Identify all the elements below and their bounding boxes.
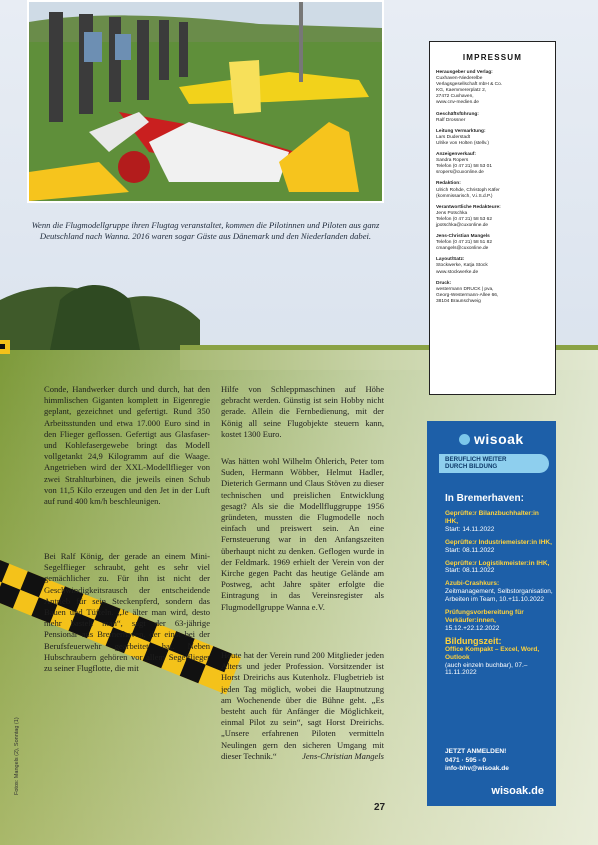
ad-phone[interactable]: 0471 · 595 - 0	[445, 756, 487, 764]
impressum-section-heading: Verantwortliche Redakteure:	[436, 204, 501, 210]
ad-course-item	[445, 510, 553, 534]
ad-url-link[interactable]: wisoak.de	[491, 785, 544, 797]
impressum-section	[436, 112, 549, 124]
impressum-section-heading: Geschäftsführung:	[436, 111, 479, 117]
ad-course-item	[445, 560, 553, 576]
ad-course-title: Azubi-Crashkurs:	[445, 580, 500, 588]
author-signature: Jens-Christian Mangels	[302, 750, 384, 761]
impressum-line: www.stockwerke.de	[436, 269, 479, 275]
ad-email[interactable]: info-bhv@wisoak.de	[445, 765, 509, 772]
article-col1-para2: Bei Ralf König, der gerade an einem Mini-Segelflieger schraubt, geht es sehr viel gemächlicher zu. Für ihn ist nicht der Geschwindigkeitsrausch der entscheidende Antrieb für sein Steckenpferd, sondern das Bauen und Tüfteln. „Je älter man wird, desto mehr bastelt man“, sagt der 63-jährige Pensionär aus Bremerhaven, der einst bei der Berufsfeuerwehr gearbeitet hat. Neben Hubschraubern gehören vor allem Segelflieger zu seiner Flugflotte, die mit	[44, 551, 210, 674]
ad-course-detail: Zeitmanagement, Selbstorganisation, Arbeiten im Team, 10.+11.10.2022	[445, 588, 553, 604]
impressum-section-heading: Jens-Christian Mangels	[436, 234, 490, 240]
impressum-line: Telefon (0 47 21) 58 53 62	[436, 216, 493, 222]
impressum-section-heading: Herausgeber und Verlag:	[436, 70, 493, 75]
impressum-section-heading: Leitung Vermarktung:	[436, 128, 486, 134]
ad-course-title: Geprüfte:r Logistikmeister:in IHK,	[445, 559, 550, 567]
photo-credit: Fotos: Mangels (2), Sonntag (1)	[14, 717, 20, 795]
ad-course-item	[445, 539, 553, 555]
impressum-line: Telefon (0 47 21) 58 53 01	[436, 164, 493, 170]
impressum-line: Cuxhaven-Niederelbe	[436, 76, 483, 82]
impressum-line: Ulrike von Holten (stellv.)	[436, 140, 489, 146]
ad-contact[interactable]: JETZT ANMELDEN! 0471 · 595 - 0 info-bhv@wisoak.de	[445, 748, 509, 772]
impressum-line: westermann DRUCK | pva,	[436, 286, 494, 292]
ad-city-heading: In Bremerhaven:	[445, 493, 524, 504]
impressum-line: jpotschka@cuxonline.de	[436, 222, 489, 228]
impressum-line: www.cnv-medien.de	[436, 100, 479, 106]
impressum-section-heading: Anzeigenverkauf:	[436, 152, 476, 158]
impressum-section	[436, 281, 549, 305]
ad-bildungszeit: Bildungszeit: Office Kompakt – Excel, Word, Outlook (auch einzeln buchbar), 07.–11.11.2022	[445, 635, 540, 677]
ad-course-item	[445, 609, 553, 633]
wisoak-logo: wisoak	[459, 431, 524, 447]
ad-course-detail: Start: 08.11.2022	[445, 546, 495, 554]
impressum-section	[436, 205, 549, 229]
photo-caption: Wenn die Flugmodellgruppe ihren Flugtag veranstaltet, kommen die Pilotinnen und Piloten aus ganz Deutschland nach Wanna. 2016 waren sogar Gäste aus Dänemark und den Niederlanden dabei.	[31, 219, 380, 241]
ad-course-detail: Start: 08.11.2022	[445, 567, 495, 575]
logo-dot-icon	[459, 434, 470, 445]
flugtag-photo	[27, 0, 384, 203]
impressum-line: Jens Potschka	[436, 210, 468, 216]
impressum-section-heading: Redaktion:	[436, 181, 461, 187]
wisoak-ad[interactable]	[427, 421, 556, 806]
ad-course-title: Geprüfte:r Bilanzbuchhalter:in IHK,	[445, 510, 539, 525]
ad-course-title: Geprüfte:r Industriemeister:in IHK,	[445, 538, 552, 546]
impressum-line: 27472 Cuxhaven,	[436, 94, 474, 100]
impressum-section	[436, 257, 549, 275]
impressum-section-heading: Layout/Satz:	[436, 257, 465, 263]
ad-course-item	[445, 580, 553, 604]
impressum-section	[436, 181, 549, 199]
impressum-line: Lars Duderstadt	[436, 134, 471, 140]
impressum-line: sropers@cuxonline.de	[436, 170, 484, 176]
impressum-line: Ralf Drossner	[436, 117, 466, 123]
impressum-line: Sandra Ropers	[436, 158, 469, 164]
impressum-line: 38104 Braunschweig	[436, 298, 481, 304]
impressum-title: IMPRESSUM	[462, 53, 523, 62]
ad-course-detail: 15.12.+22.12.2022	[445, 624, 500, 632]
impressum-section	[436, 234, 549, 252]
article-col1-para1: Conde, Handwerker durch und durch, hat den himmlischen Giganten komplett in Eigenregie geplant, gezeichnet und gefertigt. Rund 350 Arbeitsstunden und etwa 17.000 Euro sind in den Flieger geflossen. Gefertigt aus Glasfaser- und Kohlefasergewebe bringt das Modell vollgetankt 24,9 Kilogramm auf die Waage. Angetrieben wird der XXL-Modellflieger von zwei Strahlturbinen, die jeweils einen Schub von 11,5 Kilo erzeugen und den Jet in der Luft auf rund 400 km/h beschleunigen.	[44, 384, 210, 507]
impressum-line: KG, Kaemmererplatz 2,	[436, 88, 487, 94]
page-number: 27	[374, 802, 386, 813]
impressum-section	[436, 129, 549, 147]
impressum-line: Telefon (0 47 21) 58 51 82	[436, 240, 493, 246]
article-col2-para3: Heute hat der Verein rund 200 Mitglieder jeden Alters und jeder Profession. Vorsitzender ist Horst Dreirichs aus Kutenholz. Flugbetrieb ist jeden Tag möglich, wobei die Hauptnutzung am Wochenende über die Bühne geht. „Es besteht auch für Anfänger die Möglichkeit, einmal Pilot zu sein“, sagt Horst Dreirichs. „Unsere erfahrenen Piloten vermitteln Neulingen gern den sicheren Umgang mit dieser Technik.“ Jens-Christian Mangels	[221, 650, 384, 761]
impressum-line: Georg-Westermann-Allee 66,	[436, 292, 499, 298]
impressum-line: (kommissarisch, V.i.S.d.P.)	[436, 193, 493, 199]
impressum-section-heading: Druck:	[436, 280, 452, 286]
ad-course-list	[445, 510, 553, 682]
impressum-line: Stockwerke, Katja Stock	[436, 263, 488, 269]
impressum-line: Ulrich Rohde, Christoph Käfer	[436, 187, 500, 193]
impressum-line: Verlagsgesellschaft mbH & Co.	[436, 82, 503, 88]
ad-banner: BERUFLICH WEITER DURCH BILDUNG	[439, 454, 549, 473]
article-col2-para1: Hilfe von Schleppmaschinen auf Höhe gebracht werden. Günstig ist sein Hobby nicht gerade. Allein die Fernbedienung, mit der König all seine Flugobjekte steuern kann, kostet 1300 Euro.	[221, 384, 384, 439]
impressum-sections	[436, 70, 549, 305]
impressum-line: cmangels@cuxonline.de	[436, 246, 489, 252]
ad-course-detail: Start: 14.11.2022	[445, 525, 495, 533]
article-col2-para2: Was hätten wohl Wilhelm Öhlerich, Peter tom Suden, Hermann Wöbber, Helmut Hadler, Dieterich Germann und Claus Stöven zu dieser technischen und preislichen Entwicklung gesagt? Als sie die Modellfluggruppe 1956 gründeten, mussten die Flugmodelle noch einfach und preiswert sein. An eine Fernsteuerung war in den Anfangszeiten überhaupt nicht zu denken. Geflogen wurde in der Feldmark. 1969 erhielt der Verein von der Kirche gegen Pacht das heutige Gelände am Postweg, acht Jahre später erfolgte die Eintragung in das Vereinsregister als Flugmodellgruppe Wanna e.V.	[221, 456, 384, 612]
ad-course-title: Prüfungsvorbereitung für Verkäufer:innen,	[445, 609, 524, 624]
impressum-section	[436, 70, 549, 107]
impressum-box	[429, 41, 556, 395]
impressum-section	[436, 152, 549, 176]
